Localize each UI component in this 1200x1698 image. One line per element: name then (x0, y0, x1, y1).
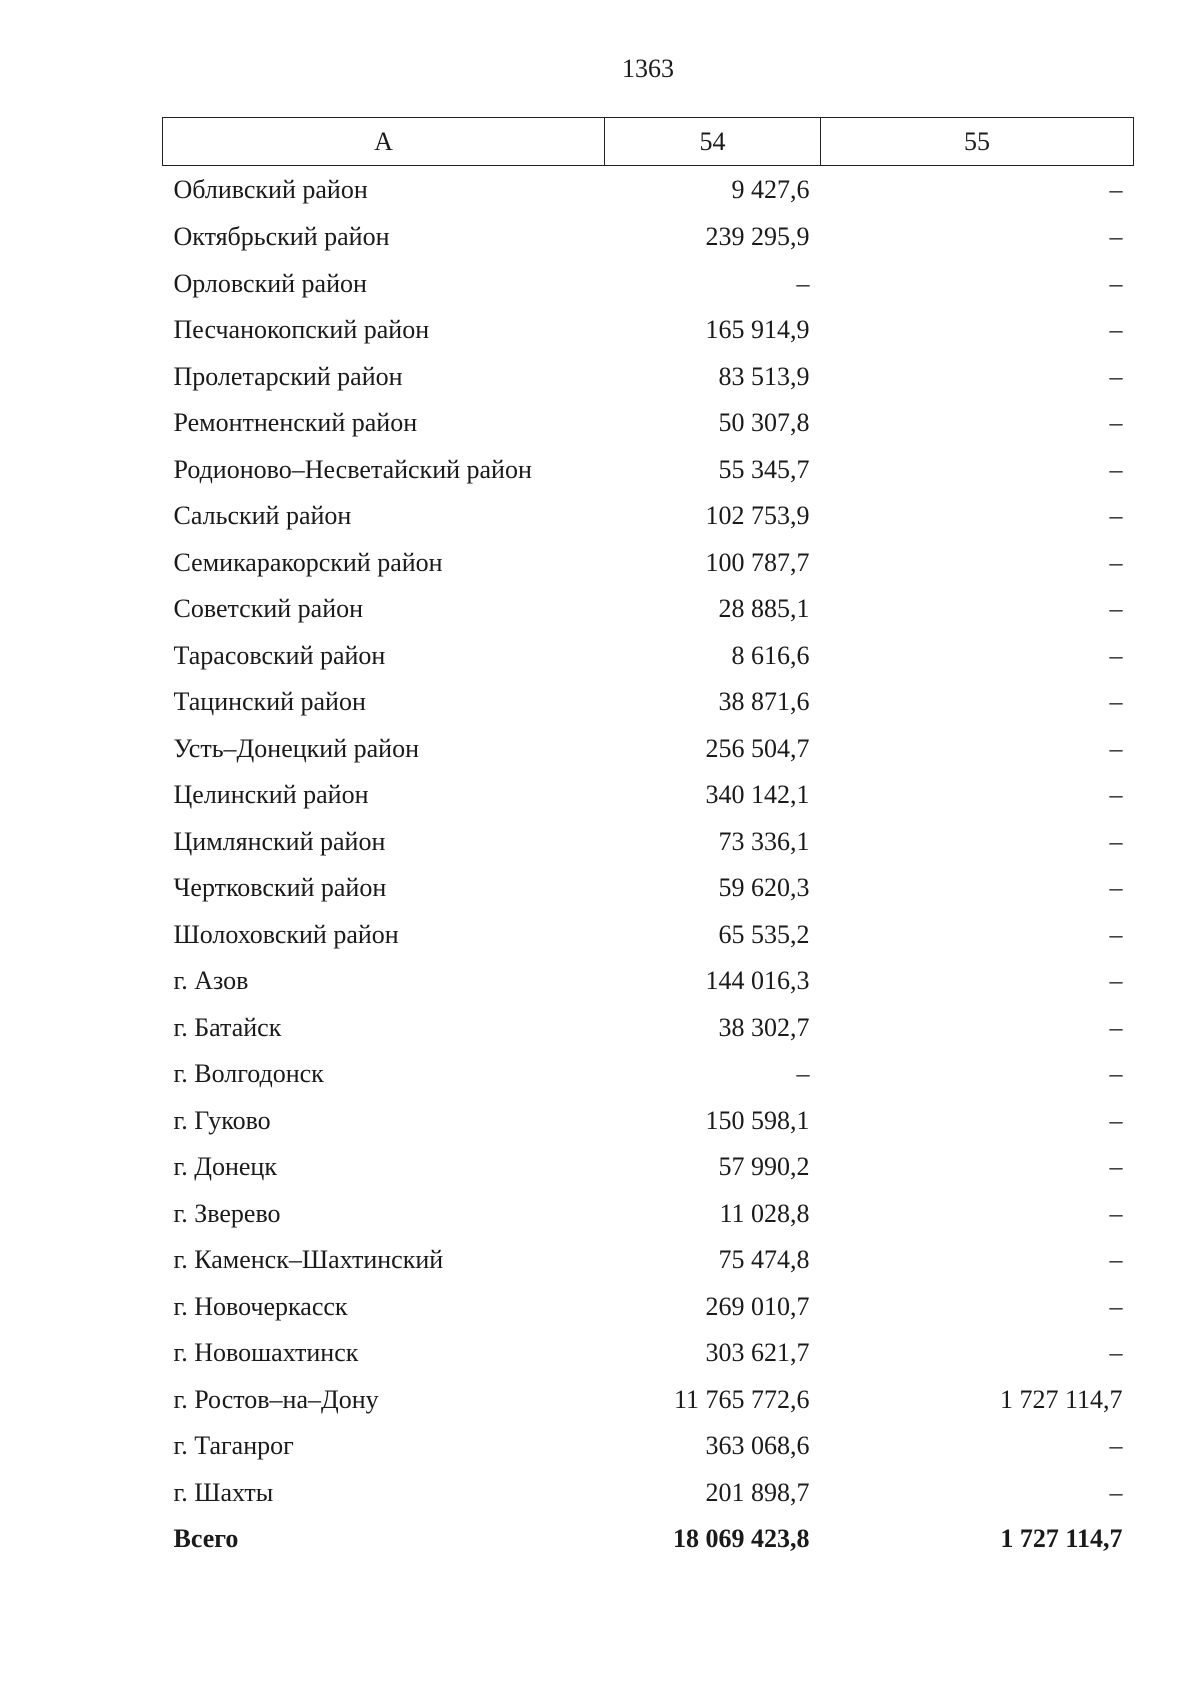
row-value-55-cell: – (1109, 222, 1123, 252)
table-row (163, 1377, 1134, 1424)
row-name-cell: Октябрьский район (173, 222, 390, 252)
row-name-cell: Семикаракорский район (173, 547, 443, 577)
row-value-55-cell: – (1109, 919, 1123, 949)
row-value-55-cell: – (1109, 640, 1123, 670)
row-value-55-cell: 1 727 114,7 (999, 1384, 1123, 1414)
row-name-cell: Всего (173, 1524, 239, 1554)
table-row (163, 1423, 1134, 1470)
row-name-cell: г. Таганрог (173, 1431, 294, 1461)
row-value-55-cell: – (1109, 315, 1123, 345)
table-header-row (163, 118, 1134, 166)
table-row (163, 726, 1134, 773)
row-name-cell: Обливский район (173, 175, 368, 204)
row-value-55-cell: – (1109, 1198, 1123, 1228)
table-row (163, 912, 1134, 959)
row-value-55-cell: – (1109, 547, 1123, 577)
row-value-55-cell: – (1109, 966, 1123, 996)
row-value-55-cell: 1 727 114,7 (1000, 1524, 1123, 1554)
row-name-cell: г. Волгодонск (173, 1059, 324, 1089)
table-row (163, 214, 1134, 261)
row-name-cell: Усть–Донецкий район (173, 733, 419, 763)
table-row (163, 1237, 1134, 1284)
row-value-55-cell: – (1109, 1338, 1123, 1368)
row-value-55-cell: – (1109, 733, 1123, 763)
total-row (163, 1516, 1134, 1563)
row-value-54-cell: 11 028,8 (719, 1198, 810, 1228)
table-row (163, 540, 1134, 587)
table-row (163, 819, 1134, 866)
row-value-54-cell: 100 787,7 (705, 547, 810, 577)
row-value-55-cell: – (1109, 873, 1123, 903)
row-name-cell: г. Ростов–на–Дону (173, 1384, 379, 1414)
row-value-54-cell: 150 598,1 (705, 1105, 810, 1135)
row-value-54-cell: 57 990,2 (718, 1152, 810, 1182)
row-name-cell: Цимлянский район (173, 826, 386, 856)
row-value-54-cell: 50 307,8 (718, 408, 810, 438)
row-value-54-cell: 18 069 423,8 (673, 1524, 810, 1554)
row-name-cell: г. Батайск (173, 1012, 282, 1042)
row-name-cell: г. Шахты (173, 1477, 274, 1507)
table-row (163, 1284, 1134, 1331)
row-value-55-cell: – (1109, 826, 1123, 856)
table-row (163, 633, 1134, 680)
row-value-54-cell: 75 474,8 (718, 1245, 810, 1275)
row-name-cell: г. Гуково (173, 1105, 271, 1135)
table-row (163, 865, 1134, 912)
row-value-54-cell: 55 345,7 (718, 454, 810, 484)
row-name-cell: г. Донецк (173, 1152, 277, 1182)
row-value-54-cell: 165 914,9 (705, 315, 810, 345)
row-value-54-cell: 340 142,1 (705, 780, 810, 810)
row-name-cell: Песчанокопский район (173, 315, 430, 345)
row-name-cell: Тацинский район (173, 687, 366, 717)
header-col-54: 54 (605, 118, 821, 166)
row-value-55-cell: – (1109, 361, 1123, 391)
row-name-cell: Родионово–Несветайский район (173, 454, 532, 484)
row-value-54-cell: 11 765 772,6 (673, 1384, 810, 1414)
header-col-55: 55 (821, 118, 1134, 166)
table-row (163, 1470, 1134, 1517)
row-value-55-cell: – (1109, 1291, 1123, 1321)
table-row (163, 1051, 1134, 1098)
row-value-54-cell: – (796, 268, 810, 298)
row-value-55-cell: – (1109, 408, 1123, 438)
row-name-cell: Пролетарский район (173, 361, 403, 391)
table-body (163, 166, 1134, 1563)
row-value-55-cell: – (1109, 501, 1123, 531)
row-value-55-cell: – (1109, 268, 1123, 298)
row-value-54-cell: 59 620,3 (718, 873, 810, 903)
table-row (163, 261, 1134, 308)
table-row (163, 1330, 1134, 1377)
row-value-54-cell: 256 504,7 (705, 733, 810, 763)
row-value-54-cell: 8 616,6 (731, 640, 810, 670)
row-value-55-cell: – (1109, 1245, 1123, 1275)
row-name-cell: г. Новошахтинск (173, 1338, 359, 1368)
row-value-54-cell: 269 010,7 (705, 1291, 810, 1321)
table-row (163, 1144, 1134, 1191)
table-row (163, 447, 1134, 494)
row-value-54-cell: 9 427,6 (731, 175, 810, 204)
table-row (163, 400, 1134, 447)
row-value-55-cell: – (1109, 780, 1123, 810)
row-value-54-cell: 102 753,9 (705, 501, 810, 531)
page-number: 1363 (622, 54, 674, 83)
table-row (163, 307, 1134, 354)
row-value-54-cell: 38 302,7 (718, 1012, 810, 1042)
row-value-55-cell: – (1109, 1012, 1123, 1042)
row-value-55-cell: – (1109, 1477, 1123, 1507)
table-row (163, 354, 1134, 401)
table-row (163, 1005, 1134, 1052)
table-row (163, 166, 1134, 215)
row-value-55-cell: – (1109, 687, 1123, 717)
row-name-cell: г. Каменск–Шахтинский (173, 1245, 444, 1275)
row-value-55-cell: – (1109, 1431, 1123, 1461)
row-value-54-cell: 144 016,3 (705, 966, 810, 996)
table-row (163, 1098, 1134, 1145)
row-value-54-cell: 38 871,6 (718, 687, 810, 717)
row-name-cell: г. Зверево (173, 1198, 281, 1228)
row-value-54-cell: 65 535,2 (718, 919, 810, 949)
table-row (163, 493, 1134, 540)
data-table (162, 117, 1134, 1563)
row-name-cell: Ремонтненский район (173, 408, 418, 438)
row-value-54-cell: 363 068,6 (705, 1431, 810, 1461)
row-name-cell: Советский район (173, 594, 364, 624)
row-value-54-cell: 73 336,1 (718, 826, 810, 856)
row-value-54-cell: 239 295,9 (705, 222, 810, 252)
row-value-54-cell: 83 513,9 (718, 361, 810, 391)
table-row (163, 586, 1134, 633)
row-value-55-cell: – (1109, 594, 1123, 624)
row-name-cell: г. Новочеркасск (173, 1291, 348, 1321)
header-col-a: А (163, 118, 605, 166)
row-name-cell: Шолоховский район (173, 919, 399, 949)
row-value-54-cell: 303 621,7 (705, 1338, 810, 1368)
row-value-55-cell: – (1109, 175, 1123, 204)
table-row (163, 772, 1134, 819)
row-value-55-cell: – (1109, 454, 1123, 484)
row-value-54-cell: 201 898,7 (705, 1477, 810, 1507)
row-value-55-cell: – (1109, 1059, 1123, 1089)
row-name-cell: Целинский район (173, 780, 369, 810)
row-value-54-cell: – (796, 1059, 810, 1089)
table-row (163, 679, 1134, 726)
row-name-cell: г. Азов (173, 966, 249, 996)
row-value-55-cell: – (1109, 1105, 1123, 1135)
table-row (163, 1191, 1134, 1238)
row-name-cell: Сальский район (173, 501, 352, 531)
row-value-54-cell: 28 885,1 (718, 594, 810, 624)
table-row (163, 958, 1134, 1005)
row-value-55-cell: – (1109, 1152, 1123, 1182)
row-name-cell: Тарасовский район (173, 640, 386, 670)
row-name-cell: Орловский район (173, 268, 367, 298)
row-name-cell: Чертковский район (173, 873, 387, 903)
